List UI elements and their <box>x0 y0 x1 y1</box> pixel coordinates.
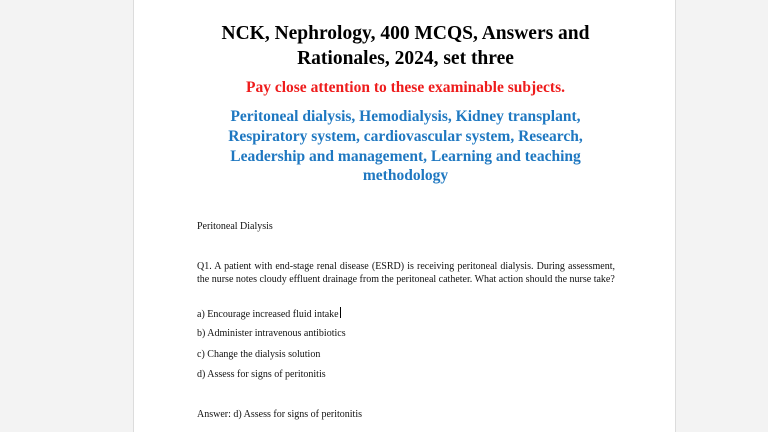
option-d: d) Assess for signs of peritonitis <box>197 369 326 380</box>
option-a <box>197 307 615 321</box>
option-b: b) Administer intravenous antibiotics <box>197 328 346 339</box>
question-text: Q1. A patient with end-stage renal disease (ESRD) is receiving peritoneal dialysis. During assessment, the nurse notes cloudy effluent drainage from the peritoneal catheter. What action should the nurse take? <box>197 261 615 285</box>
answer-text: Answer: d) Assess for signs of peritonitis <box>197 409 362 420</box>
subject-list: Peritoneal dialysis, Hemodialysis, Kidney transplant, Respiratory system, cardiovascular system, Research, Leadership and management, Learning and teaching methodology <box>228 108 583 185</box>
exam-notice: Pay close attention to these examinable subjects. <box>246 79 565 96</box>
title-line-2: Rationales, 2024, set three <box>297 48 514 69</box>
option-a-text: a) Encourage increased fluid intake <box>197 309 339 320</box>
document-title <box>134 21 677 71</box>
section-heading: Peritoneal Dialysis <box>197 221 273 232</box>
text-cursor <box>340 307 341 318</box>
option-c: c) Change the dialysis solution <box>197 349 321 360</box>
document-page[interactable] <box>133 0 676 432</box>
title-line-1: NCK, Nephrology, 400 MCQS, Answers and <box>221 23 590 44</box>
